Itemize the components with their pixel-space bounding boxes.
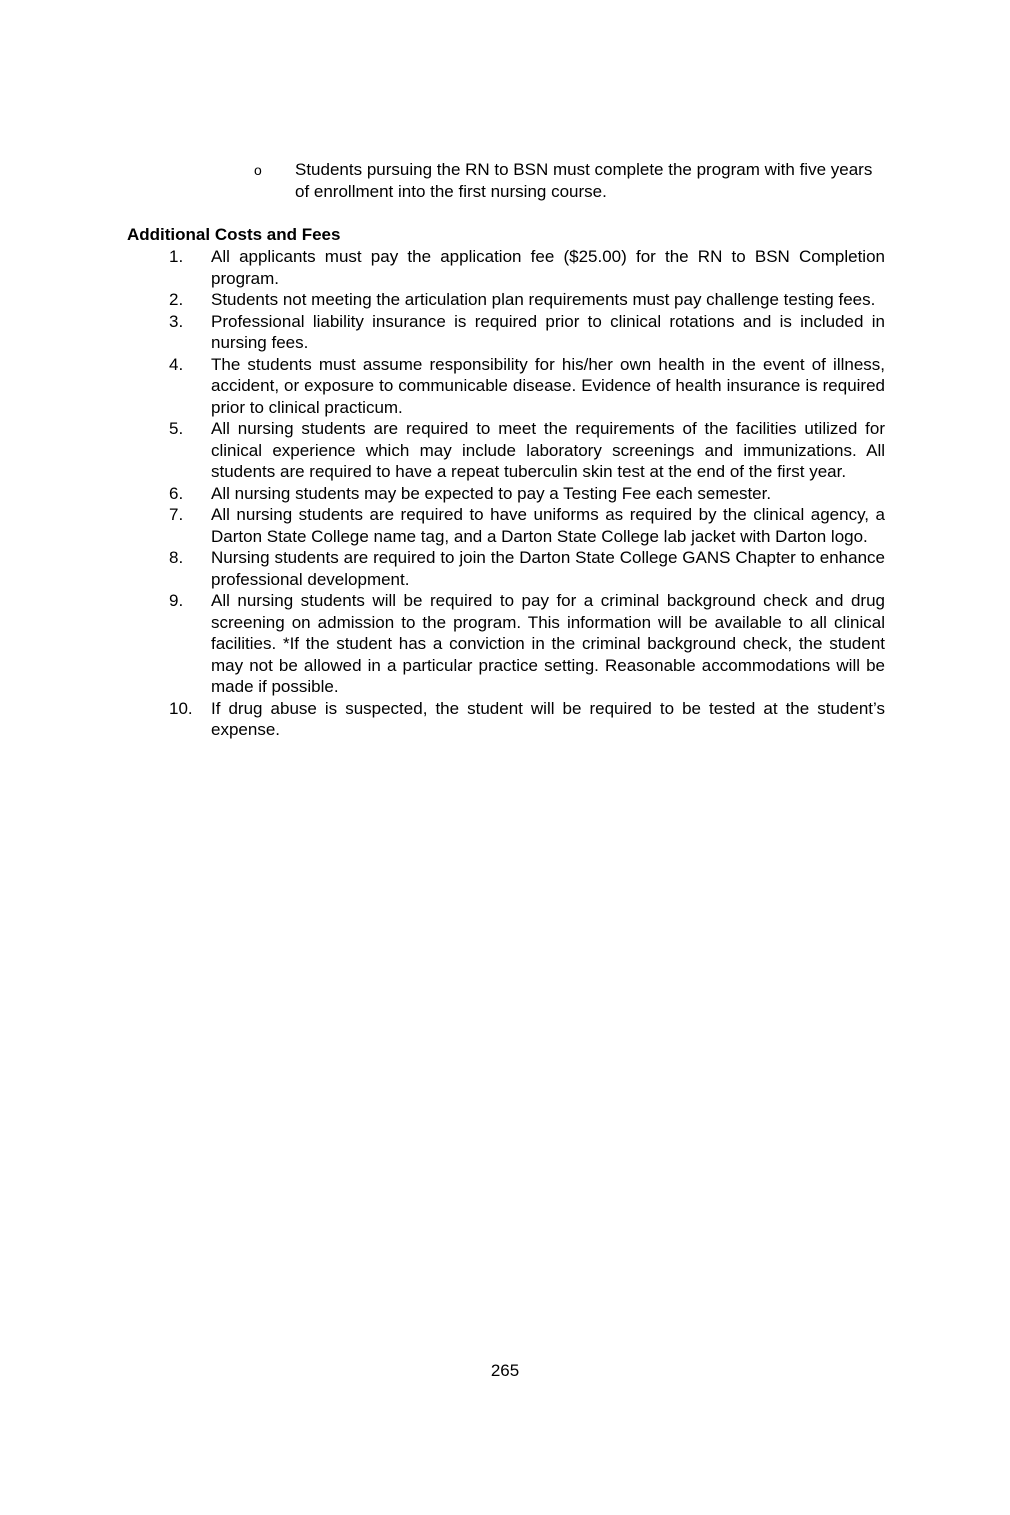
item-text: Professional liability insurance is required prior to clinical rotations and is included in nursing fees. (211, 311, 885, 352)
item-text: All nursing students are required to have uniforms as required by the clinical agency, a Darton State College name tag, and a Darton State College lab jacket with Darton logo. (211, 505, 885, 546)
list-item (127, 246, 885, 289)
item-text: Nursing students are required to join the Darton State College GANS Chapter to enhance professional development. (211, 548, 885, 589)
item-text: All nursing students are required to meet the requirements of the facilities utilized for clinical experience which may include laboratory screenings and immunizations. All students are required to have a repeat tuberculin skin test at the end of the first year. (211, 419, 885, 481)
list-item (127, 590, 885, 698)
list-item (127, 483, 885, 505)
item-number: 3. (169, 311, 184, 331)
item-number: 7. (169, 505, 184, 524)
list-item (127, 289, 885, 311)
list-item (127, 418, 885, 483)
item-number: 10. (169, 698, 193, 718)
list-item (127, 311, 885, 354)
item-text: All nursing students may be expected to pay a Testing Fee each semester. (211, 483, 772, 503)
item-number: 4. (169, 354, 184, 374)
item-number: 8. (169, 548, 184, 567)
list-item (127, 354, 885, 419)
bullet-marker: o (254, 162, 262, 178)
item-number: 1. (169, 247, 184, 266)
item-text: The students must assume responsibility for his/her own health in the event of illness, accident, or exposure to communicable disease. Evidence of health insurance is required prior to clinical practicum. (211, 354, 885, 417)
list-item (127, 698, 885, 741)
bullet-text: Students pursuing the RN to BSN must complete the program with five years of enrollment into the first nursing course. (295, 160, 873, 201)
item-text: If drug abuse is suspected, the student will be required to be tested at the student’s expense. (211, 698, 885, 739)
item-text: Students not meeting the articulation plan requirements must pay challenge testing fees. (211, 290, 876, 309)
fees-list (127, 246, 885, 741)
page-number: 265 (490, 1361, 520, 1380)
item-text: All applicants must pay the application fee ($25.00) for the RN to BSN Completion program. (211, 247, 885, 288)
list-item (127, 547, 885, 590)
item-text: All nursing students will be required to pay for a criminal background check and drug screening on admission to the program. This information will be available to all clinical facilities. *If the student has a conviction in the criminal background check, the student may not be allowed in a particular practice setting. Reasonable accommodations will be made if possible. (211, 591, 885, 696)
item-number: 6. (169, 483, 184, 503)
item-number: 9. (169, 591, 184, 610)
item-number: 5. (169, 419, 184, 438)
section-heading: Additional Costs and Fees (127, 225, 341, 244)
continuation-bullet (254, 159, 886, 202)
item-number: 2. (169, 290, 184, 309)
list-item (127, 504, 885, 547)
